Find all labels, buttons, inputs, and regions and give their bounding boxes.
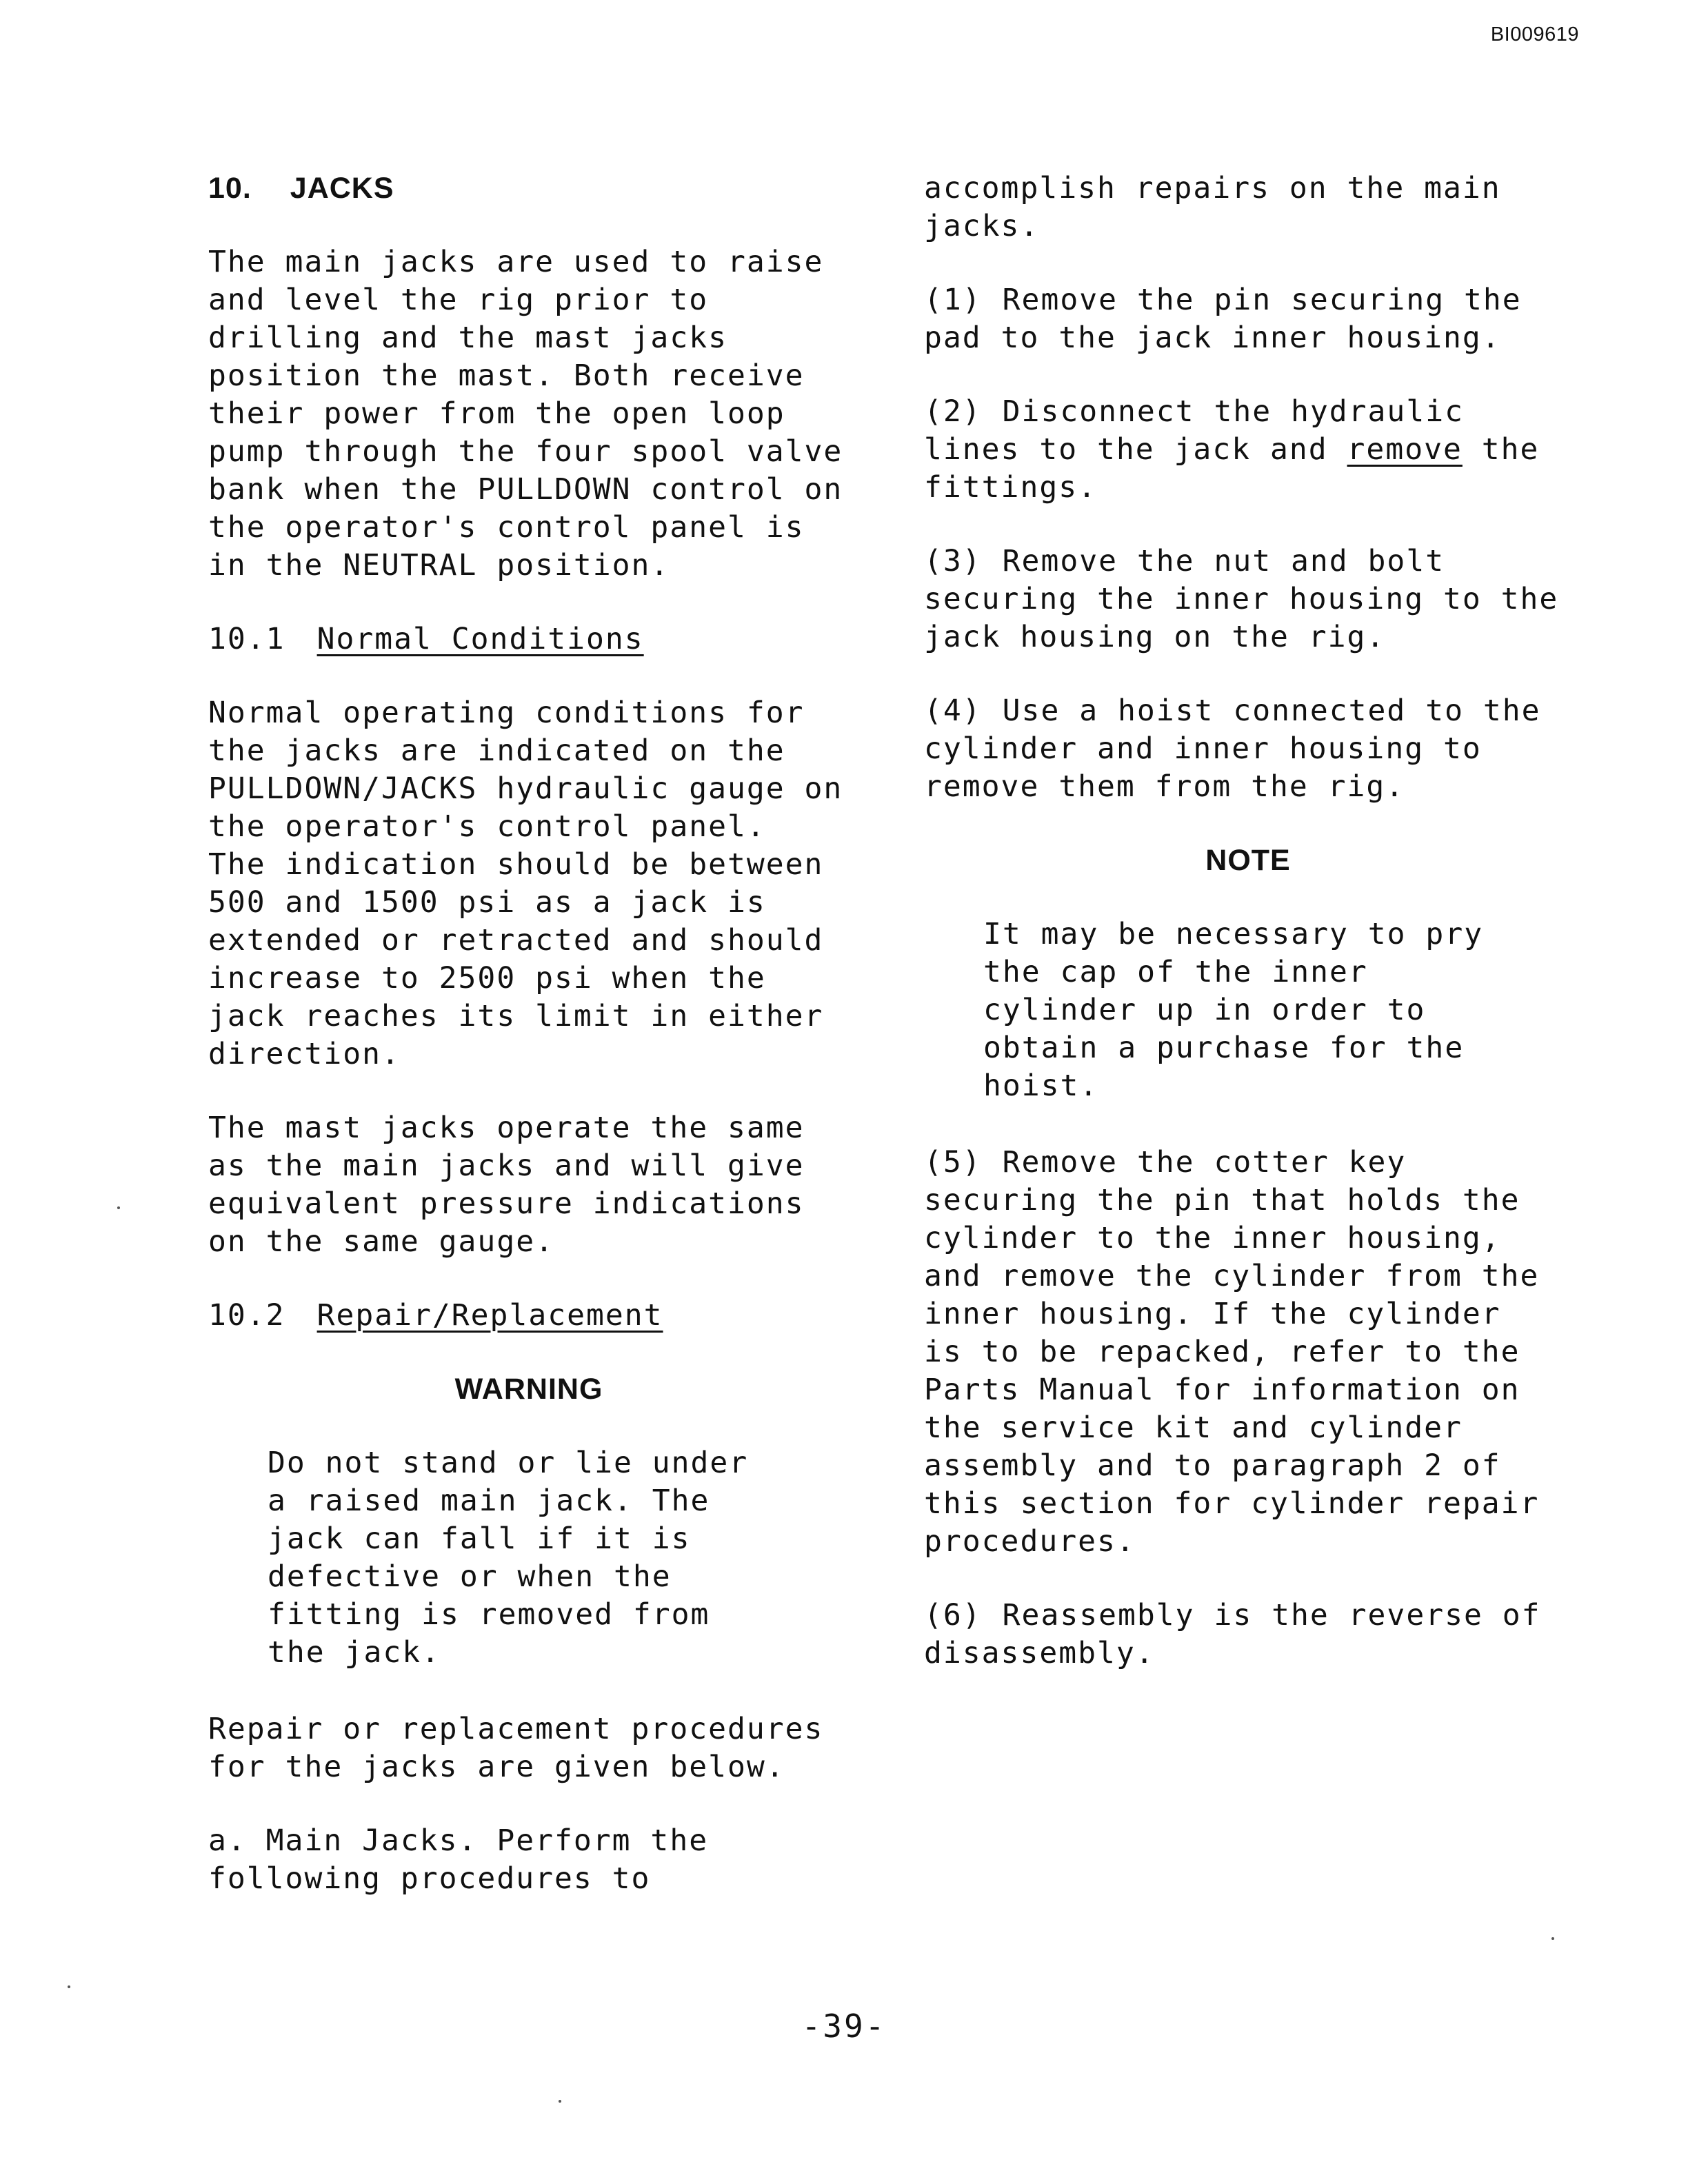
note-label: NOTE — [1205, 844, 1291, 877]
left-column — [208, 170, 850, 1898]
step-text-end: the fittings. — [924, 432, 1540, 505]
step-text: Remove the cotter key securing the pin that holds the cylinder to the inner housing, and remove the cylinder from the inner housing. If the cylinder is to be repacked, refer to the Parts Manual for information on the service kit and cylinder assembly and to paragraph 2 of this section for cylinder repair procedures. — [924, 1145, 1540, 1559]
subsection-heading-repair — [208, 1297, 850, 1335]
step-number: (3) — [924, 544, 982, 578]
normal-conditions-paragraph: Normal operating conditions for the jacks are indicated on the PULLDOWN/JACKS hydraulic gauge on the operator's control panel. The indication should be between 500 and 1500 psi as a jack is extended or retracted and should increase to 2500 psi when the jack reaches its limit in either direction. — [208, 696, 843, 1071]
step-4 — [924, 692, 1572, 806]
section-title: JACKS — [290, 172, 394, 205]
step-number: (5) — [924, 1145, 982, 1180]
scan-speck — [559, 2100, 561, 2103]
step-text: Disconnect the hydraulic lines to the jack and — [924, 394, 1464, 467]
intro-paragraph: The main jacks are used to raise and level the rig prior to drilling and the mast jacks position the mast. Both receive their power from the open loop pump through the four spool valve bank when the PULLDOWN control on the operator's control panel is in the NEUTRAL position. — [208, 245, 843, 583]
step-number: (6) — [924, 1598, 982, 1632]
underlined-word: remove — [1347, 432, 1463, 467]
section-number: 10. — [208, 172, 252, 205]
subsection-title: Repair/Replacement — [316, 1298, 663, 1333]
step-number: (4) — [924, 694, 982, 728]
step-6 — [924, 1597, 1572, 1672]
step-text: Use a hoist connected to the cylinder and inner housing to remove them from the rig. — [924, 694, 1541, 804]
step-text: Remove the pin securing the pad to the jack inner housing. — [924, 283, 1522, 355]
item-a-main-jacks: a. Main Jacks. Perform the following procedures to — [208, 1823, 709, 1896]
continuation-paragraph: accomplish repairs on the main jacks. — [924, 171, 1501, 243]
step-text: Remove the nut and bolt securing the inner housing to the jack housing on the rig. — [924, 544, 1559, 654]
mast-jacks-paragraph: The mast jacks operate the same as the main jacks and will give equivalent pressure indications on the same gauge. — [208, 1111, 805, 1259]
warning-label: WARNING — [454, 1373, 603, 1406]
warning-text: Do not stand or lie under a raised main jack. The jack can fall if it is defective or when the fitting is removed from the jack. — [268, 1446, 749, 1670]
scan-speck — [117, 1206, 120, 1209]
subsection-number: 10.2 — [208, 1298, 285, 1333]
right-column — [924, 170, 1572, 1672]
subsection-title: Normal Conditions — [316, 622, 644, 656]
scan-speck — [1551, 1937, 1554, 1940]
step-number: (2) — [924, 394, 982, 429]
subsection-number: 10.1 — [208, 622, 285, 656]
step-3 — [924, 543, 1572, 656]
step-2 — [924, 393, 1572, 507]
page-number: -39- — [801, 2008, 887, 2045]
subsection-heading-normal — [208, 620, 850, 658]
section-heading — [208, 170, 850, 208]
note-text: It may be necessary to pry the cap of the inner cylinder up in order to obtain a purchase for the hoist. — [983, 917, 1484, 1103]
scan-speck — [68, 1985, 70, 1988]
step-5 — [924, 1144, 1572, 1561]
repair-paragraph: Repair or replacement procedures for the jacks are given below. — [208, 1712, 824, 1784]
step-1 — [924, 281, 1572, 357]
step-text: Reassembly is the reverse of disassembly. — [924, 1598, 1541, 1670]
document-id: BI009619 — [1490, 23, 1579, 46]
step-number: (1) — [924, 283, 982, 317]
